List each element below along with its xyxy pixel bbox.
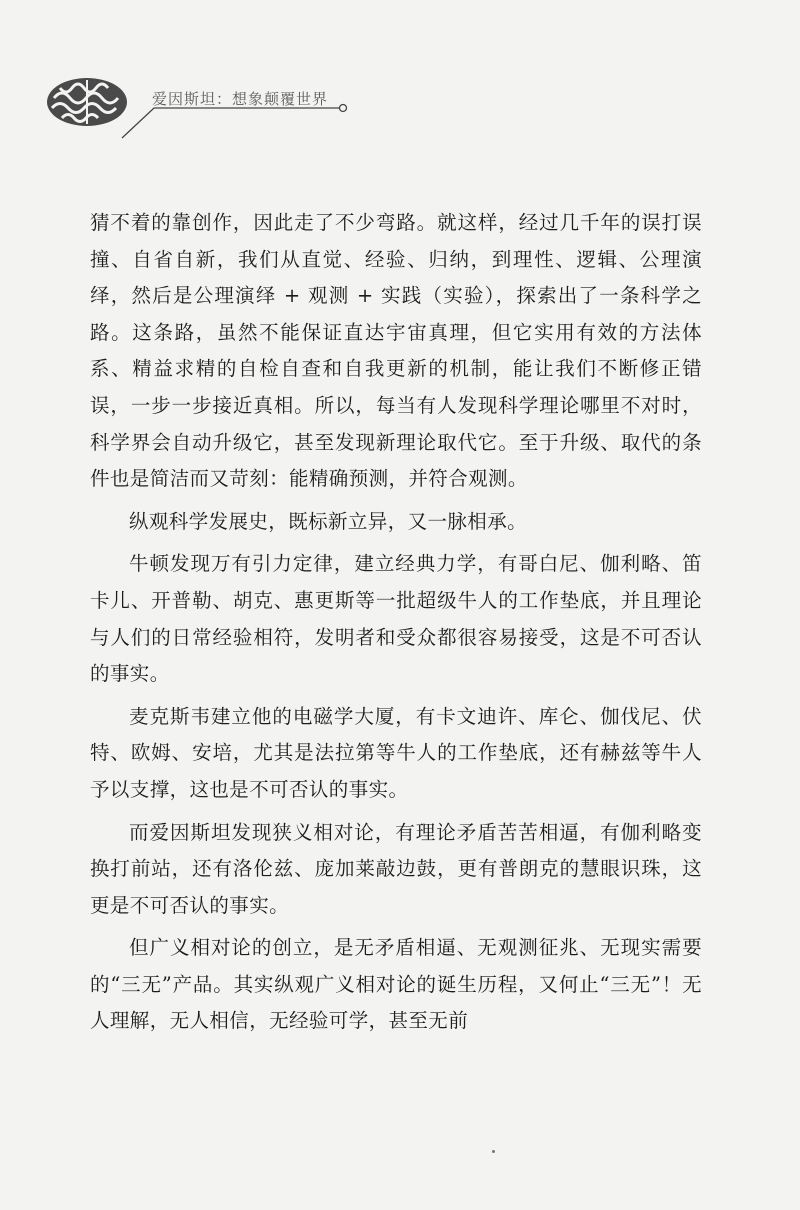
paragraph: 但广义相对论的创立，是无矛盾相逼、无观测征兆、无现实需要的“三无”产品。其实纵观广义相对论的诞生历程，又何止“三无”！无人理解，无人相信，无经验可学，甚至无前 bbox=[90, 936, 702, 1033]
paragraph: 牛顿发现万有引力定律，建立经典力学，有哥白尼、伽利略、笛卡儿、开普勒、胡克、惠更斯等一批超级牛人的工作垫底，并且理论与人们的日常经验相符，发明者和受众都很容易接受，这是不可否认的事实。 bbox=[90, 552, 702, 686]
scan-speck bbox=[492, 1150, 495, 1153]
body-text bbox=[90, 205, 702, 1046]
paragraph: 麦克斯韦建立他的电磁学大厦，有卡文迪许、库仑、伽伐尼、伏特、欧姆、安培，尤其是法拉第等牛人的工作垫底，还有赫兹等牛人予以支撑，这也是不可否认的事实。 bbox=[90, 704, 702, 801]
header-rule bbox=[118, 100, 348, 140]
paragraph: 而爱因斯坦发现狭义相对论，有理论矛盾苦苦相逼，有伽利略变换打前站，还有洛伦兹、庞加莱敲边鼓，更有普朗克的慧眼识珠，这更是不可否认的事实。 bbox=[90, 820, 702, 917]
paragraph: 纵观科学发展史，既标新立异，又一脉相承。 bbox=[129, 509, 528, 533]
running-header-title: 爱因斯坦：想象颠覆世界 bbox=[152, 90, 329, 108]
paragraph: 猜不着的靠创作，因此走了不少弯路。就这样，经过几千年的误打误撞、自省自新，我们从直觉、经验、归纳，到理性、逻辑、公理演绎，然后是公理演绎 + 观测 + 实践（实验），探索出了一条科学之路。这条路，虽然不能保证直达宇宙真理，但它实用有效的方法体系、精益求精的自检自查和自我更新的机制，能让我们不断修正错误，一步一步接近真相。所以，每当有人发现科学理论哪里不对时，科学界会自动升级它，甚至发现新理论取代它。至于升级、取代的条件也是简洁而又苛刻：能精确预测，并符合观测。 bbox=[90, 211, 702, 491]
running-header bbox=[0, 0, 800, 150]
